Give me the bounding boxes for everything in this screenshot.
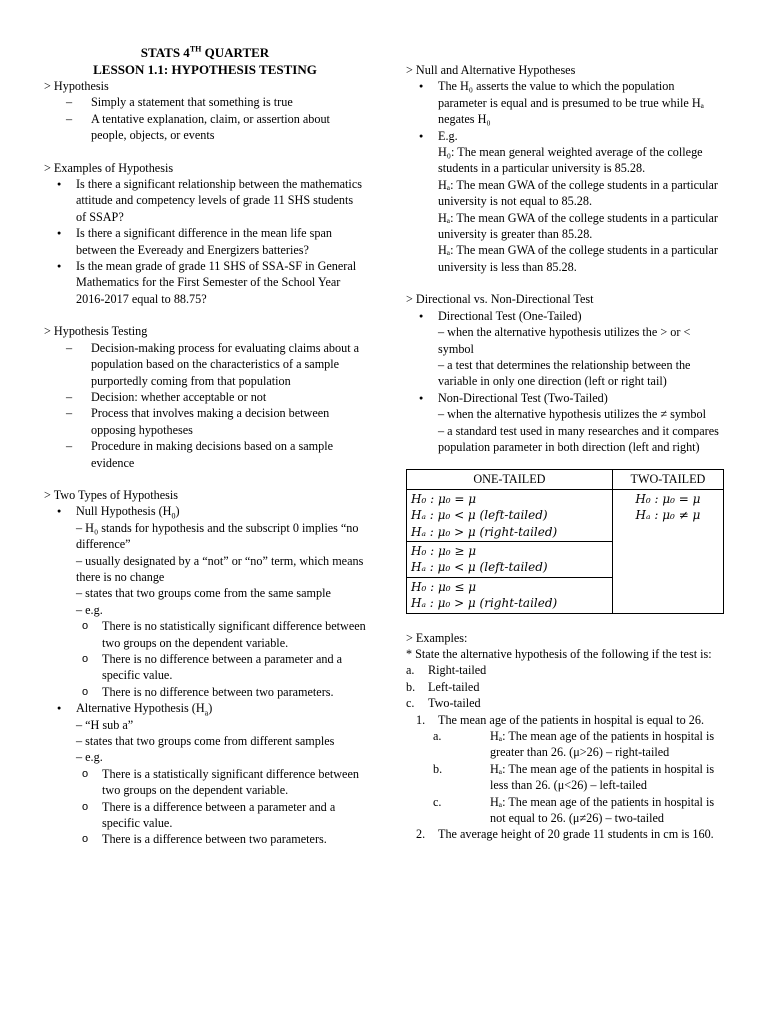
- hypothesis-list: [44, 94, 366, 143]
- list-item: ● The H₀ asserts the value to which the population parameter is equal and is presumed to be true while Hₐ negates H₀: [406, 78, 724, 127]
- hypothesis-heading: > Hypothesis: [44, 79, 109, 93]
- list-item: ● E.g. H₀: The mean general weighted average of the college students in a particular university is 85.28. Hₐ: The mean GWA of the college students in a particular university is not equal to 85.28. Hₐ: The mean GWA of the college students in a particular university is greater than 85.28. Hₐ: The mean GWA of the college students in a particular university is less than 85.28.: [406, 128, 724, 276]
- table-cell: H₀ : μ₀ ≥ μ Hₐ : μ₀ < μ (left-tailed): [407, 541, 613, 577]
- eg-line: Hₐ: The mean GWA of the college students in a particular university is greater than 85.28.: [438, 210, 718, 242]
- list-item: o There is a difference between a parameter and a specific value.: [44, 799, 366, 832]
- list-item: ● Is the mean grade of grade 11 SHS of SSA-SF in General Mathematics for the First Semester of the School Year 2016-2017 equal to 88.75?: [44, 258, 366, 307]
- null-alt-list: [406, 78, 724, 275]
- list-item: o There is a difference between two parameters.: [44, 831, 366, 847]
- alt-list: [44, 700, 366, 766]
- examples-heading: > Examples of Hypothesis: [44, 160, 174, 175]
- list-item: a. Hₐ: The mean age of the patients in hospital is greater than 26. (μ>26) – right-tailed: [433, 729, 715, 760]
- right-column: [406, 62, 724, 843]
- eg-line: Hₐ: The mean GWA of the college students in a particular university is not equal to 85.28.: [438, 177, 718, 209]
- lesson-title: LESSON 1.1: HYPOTHESIS TESTING: [93, 62, 317, 77]
- list-item: b. Left-tailed: [406, 679, 480, 694]
- null-alt-heading: > Null and Alternative Hypotheses: [406, 63, 576, 77]
- directional-list: [406, 308, 724, 456]
- types-list: [44, 503, 366, 618]
- types-heading: > Two Types of Hypothesis: [44, 487, 179, 502]
- tailed-table: [406, 469, 724, 613]
- list-item: o There is no statistically significant difference between two groups on the dependent variable.: [44, 618, 366, 651]
- alt-line: – e.g.: [76, 750, 103, 765]
- examples2-instruction: * State the alternative hypothesis of the following if the test is:: [406, 647, 712, 661]
- examples2-heading: > Examples:: [406, 630, 468, 645]
- table-cell: H₀ : μ₀ = μ Hₐ : μ₀ < μ (left-tailed) Hₐ : μ₀ > μ (right-tailed): [407, 489, 613, 541]
- testing-list: [44, 340, 366, 471]
- document-title: STATS 4TH QUARTER: [140, 44, 270, 60]
- table-cell: H₀ : μ₀ = μ Hₐ : μ₀ ≠ μ: [612, 489, 723, 613]
- directional-heading: > Directional vs. Non-Directional Test: [406, 292, 594, 307]
- list-item: – Procedure in making decisions based on a sample evidence: [44, 438, 366, 471]
- list-item: – Simply a statement that something is true: [44, 94, 366, 110]
- list-item: – Process that involves making a decision between opposing hypotheses: [44, 405, 366, 438]
- table-header-one-tailed: ONE-TAILED: [407, 470, 613, 489]
- list-item: ● Is there a significant relationship between the mathematics attitude and competency levels of grade 11 SHS students of SSAP?: [44, 176, 366, 225]
- left-column: [44, 44, 366, 848]
- eg-line: H₀: The mean general weighted average of the college students in a particular university is 85.28.: [438, 145, 703, 176]
- questions-list: [406, 712, 724, 843]
- null-line: – e.g.: [76, 602, 103, 617]
- table-header-two-tailed: TWO-TAILED: [612, 470, 723, 489]
- alt-line: – “H sub a”: [76, 717, 134, 732]
- list-item: – A tentative explanation, claim, or assertion about people, objects, or events: [44, 111, 366, 144]
- list-item: a. Right-tailed: [406, 663, 487, 678]
- null-line: – H₀ stands for hypothesis and the subscript 0 implies “no difference”: [76, 520, 359, 552]
- alt-line: – states that two groups come from different samples: [76, 734, 335, 749]
- null-hypothesis-item: ● Null Hypothesis $(H_0)$ – H₀ stands for hypothesis and the subscript 0 implies “no difference” – usually designated by a “not” or “no” term, which means there is no change – states that two groups come from the same sample – e.g.: [44, 503, 366, 618]
- options-list: [406, 662, 724, 711]
- table-cell: H₀ : μ₀ ≤ μ Hₐ : μ₀ > μ (right-tailed): [407, 577, 613, 613]
- list-item: 1. The mean age of the patients in hospital is equal to 26. a. Hₐ: The mean age of the patients in hospital is greater than 26. (μ>26) – right-tailed b. Hₐ: The mean age of the patients in hospital is less than 26. (μ<26) – left-tailed c. Hₐ: The mean age of the patients in hospital is not equal to 26. (μ≠26) – two-tailed: [406, 712, 724, 827]
- null-line: – usually designated by a “not” or “no” term, which means there is no change: [76, 553, 364, 584]
- list-item: c. Two-tailed: [406, 696, 481, 711]
- list-item: b. Hₐ: The mean age of the patients in hospital is less than 26. (μ<26) – left-tailed: [433, 761, 715, 793]
- alt-examples: [44, 766, 366, 848]
- eg-line: Hₐ: The mean GWA of the college students in a particular university is less than 85.28.: [438, 243, 718, 274]
- list-item: c. Hₐ: The mean age of the patients in hospital is not equal to 26. (μ≠26) – two-tailed: [433, 794, 715, 826]
- list-item: – Decision: whether acceptable or not: [44, 389, 366, 405]
- null-examples: [44, 618, 366, 700]
- examples-list: [44, 176, 366, 307]
- list-item: o There is no difference between a parameter and a specific value.: [44, 651, 366, 684]
- testing-heading: > Hypothesis Testing: [44, 324, 148, 339]
- list-item: – Decision-making process for evaluating claims about a population based on the characteristics of a sample purportedly coming from that population: [44, 340, 366, 389]
- non-directional-item: ● Non-Directional Test (Two-Tailed) – when the alternative hypothesis utilizes the ≠ symbol – a standard test used in many researches and it compares population parameter in both direction (left and right): [406, 390, 724, 456]
- alt-hypothesis-item: ● Alternative Hypothesis $(H_a)$ – “H sub a” – states that two groups come from different samples – e.g.: [44, 700, 366, 766]
- list-item: 2. The average height of 20 grade 11 students in cm is 160.: [416, 827, 714, 842]
- list-item: ● Is there a significant difference in the mean life span between the Eveready and Energizers batteries?: [44, 225, 366, 258]
- directional-item: ● Directional Test (One-Tailed) – when the alternative hypothesis utilizes the > or < symbol – a test that determines the relationship between the variable in only one direction (left or right tail): [406, 308, 724, 390]
- list-item: o There is a statistically significant difference between two groups on the dependent variable.: [44, 766, 366, 799]
- list-item: o There is no difference between two parameters.: [44, 684, 366, 700]
- null-line: – states that two groups come from the same sample: [76, 586, 331, 601]
